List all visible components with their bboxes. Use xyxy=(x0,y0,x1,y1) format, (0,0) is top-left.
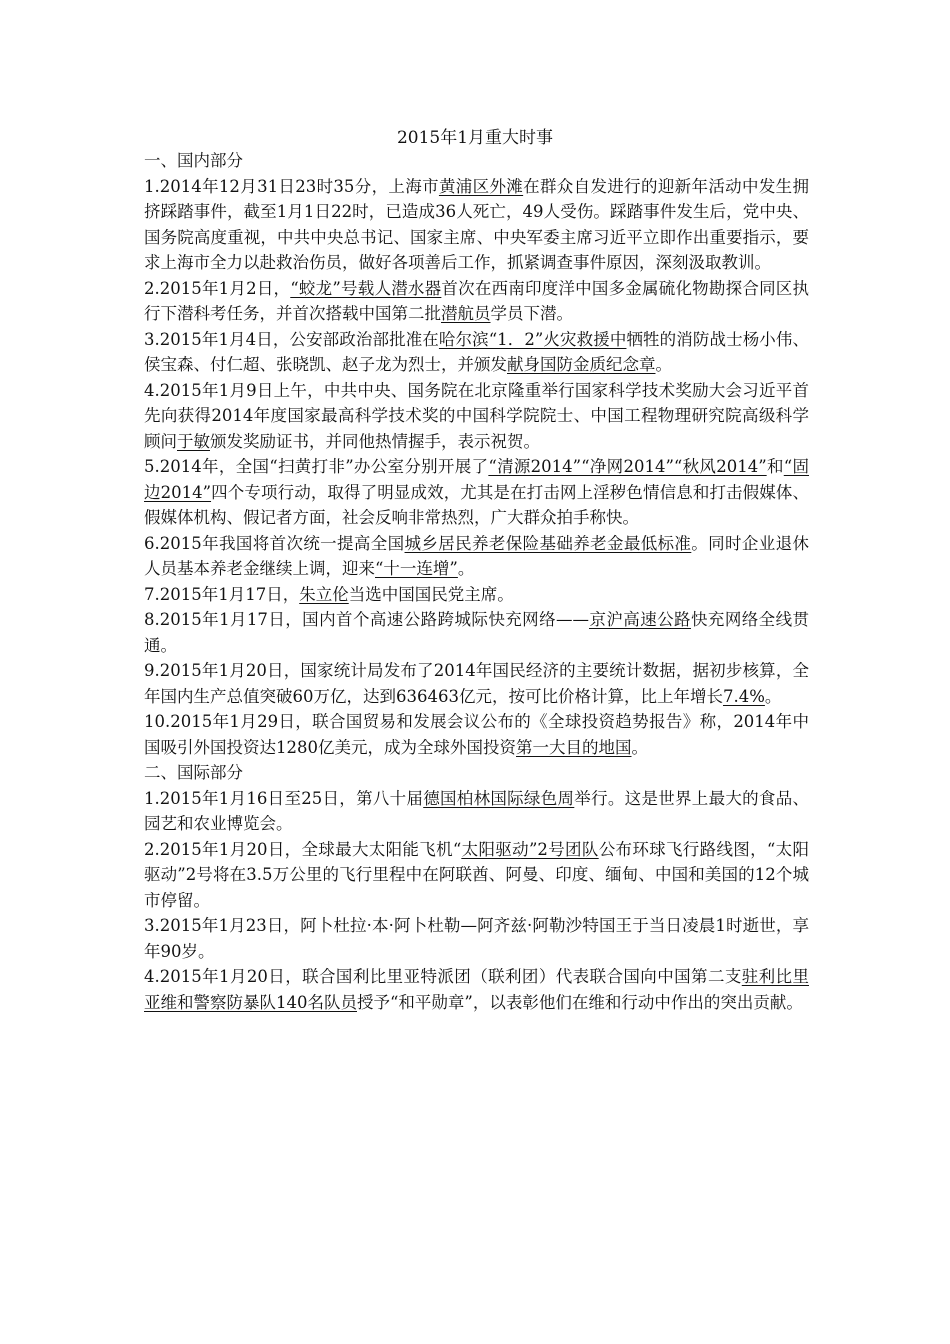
item-text: 3.2015年1月4日，公安部政治部批准在 xyxy=(144,329,439,349)
item-text: 公布环球飞行路线图，“太阳驱动”2号将在3.5万公里的飞行里程中在阿联酋、阿曼、印度、缅甸、中国和美国的12个城市停留。 xyxy=(144,839,809,910)
news-item xyxy=(144,582,809,608)
news-item xyxy=(144,658,809,709)
item-text: 2.2015年1月20日，全球最大太阳能飞机“ xyxy=(144,839,462,859)
document-body xyxy=(144,148,809,1015)
item-text: 4.2015年1月9日上午，中共中央、国务院在北京隆重举行国家科学技术奖励大会习近平首先向获得2014年度国家最高科学技术奖的中国科学院院士、中国工程物理研究院高级科学顾问 xyxy=(144,380,809,451)
item-text: 。 xyxy=(631,737,648,757)
underlined-term: 于敏 xyxy=(177,431,210,451)
news-item xyxy=(144,327,809,378)
item-text: 颁发奖励证书，并同他热情握手，表示祝贺。 xyxy=(210,431,540,451)
item-text: 1.2015年1月16日至25日，第八十届 xyxy=(144,788,424,808)
underlined-term: 城乡居民养老保险基础养老金最低标准 xyxy=(404,533,692,553)
underlined-term: 德国柏林国际绿色周 xyxy=(423,788,575,808)
item-text: 。 xyxy=(655,355,672,374)
news-item xyxy=(144,174,809,276)
underlined-term: 7.4% xyxy=(722,686,765,706)
item-text: 8.2015年1月17日，国内首个高速公路跨城际快充网络—— xyxy=(144,610,590,629)
item-text: 10.2015年1月29日，联合国贸易和发展会议公布的《全球投资趋势报告》称，2014年中国吸引外国投资达1280亿美元，成为全球外国投资 xyxy=(144,712,809,757)
news-item xyxy=(144,276,809,327)
item-text: 7.2015年1月17日， xyxy=(144,584,300,604)
item-text: 6.2015年我国将首次统一提高全国 xyxy=(144,533,405,553)
underlined-term: 第一大目的地国 xyxy=(516,737,632,757)
underlined-term: 京沪高速公路 xyxy=(589,610,691,629)
item-text: 。 xyxy=(764,686,782,706)
item-text: 授予“和平勋章”，以表彰他们在维和行动中作出的突出贡献。 xyxy=(357,992,803,1012)
item-text: 1.2014年12月31日23时35分，上海市 xyxy=(144,176,439,196)
underlined-term: “清源2014”“净网2014”“秋风2014” xyxy=(488,457,767,476)
underlined-term: “十一连增” xyxy=(375,559,458,578)
item-text: 。同时企业退休人员基本养老金继续上调，迎来 xyxy=(144,533,810,578)
item-text: 3.2015年1月23日，阿卜杜拉·本·阿卜杜勒—阿齐兹·阿勒沙特国王于当日凌晨1时逝世，享年90岁。 xyxy=(144,916,809,961)
news-item xyxy=(144,607,809,658)
item-text: 四个专项行动，取得了明显成效，尤其是在打击网上淫秽色情信息和打击假媒体、假媒体机构、假记者方面，社会反响非常热烈，广大群众拍手称快。 xyxy=(144,482,809,527)
item-text: 9.2015年1月20日，国家统计局发布了2014年国民经济的主要统计数据，据初步核算，全年国内生产总值突破60万亿，达到636463亿元，按可比价格计算，比上年增长 xyxy=(144,661,809,706)
underlined-term: 太阳驱动”2号团队 xyxy=(461,839,599,859)
news-item xyxy=(144,913,809,964)
section-international-items xyxy=(144,786,809,1016)
section-heading-domestic: 一、国内部分 xyxy=(144,151,243,170)
news-item xyxy=(144,378,809,455)
underlined-term: 朱立伦 xyxy=(299,584,349,604)
underlined-term: 黄浦区外滩 xyxy=(438,176,524,196)
item-text: 举行。这是世界上最大的食品、园艺和农业博览会。 xyxy=(144,788,810,833)
underlined-term: 驻利比里亚维和警察防暴队140名队员 xyxy=(144,967,809,1012)
news-item xyxy=(144,837,809,914)
underlined-term: 哈尔滨“1．2”火灾救援中 xyxy=(438,329,627,349)
news-item xyxy=(144,786,809,837)
item-text: 首次在西南印度洋中国多金属硫化物勘探合同区执行下潜科考任务，并首次搭载中国第二批 xyxy=(144,278,810,323)
item-text: 5.2014年，全国“扫黄打非”办公室分别开展了 xyxy=(144,457,489,476)
news-item xyxy=(144,454,809,531)
item-text: 2.2015年1月2日， xyxy=(144,278,291,298)
item-text: 和 xyxy=(766,457,784,476)
section-heading-international: 二、国际部分 xyxy=(144,763,243,782)
item-text: 快充网络全线贯通。 xyxy=(144,610,809,655)
section-domestic-items xyxy=(144,174,809,761)
item-text: 当选中国国民党主席。 xyxy=(348,584,514,604)
underlined-term: 潜航员 xyxy=(441,304,491,323)
news-item xyxy=(144,531,809,582)
page-title: 2015年1月重大时事 xyxy=(396,128,554,148)
item-text: 牺牲的消防战士杨小伟、侯宝森、付仁超、张晓凯、赵子龙为烈士，并颁发 xyxy=(144,329,810,374)
item-text: 。 xyxy=(457,559,475,578)
underlined-term: “固边2014” xyxy=(144,457,810,502)
item-text: 在群众自发进行的迎新年活动中发生拥挤踩踏事件，截至1月1日22时，已造成36人死亡，49人受伤。踩踏事件发生后，党中央、国务院高度重视，中共中央总书记、国家主席、中央军委主席习近平立即作出重要指示，要求上海市全力以赴救治伤员，做好各项善后工作，抓紧调查事件原因，深刻汲取教训。 xyxy=(144,176,810,272)
underlined-term: 献身国防金质纪念章 xyxy=(507,355,656,374)
news-item xyxy=(144,709,809,760)
news-item xyxy=(144,964,809,1015)
item-text: 学员下潜。 xyxy=(490,304,573,323)
underlined-term: “蛟龙”号载人潜水器 xyxy=(290,278,442,298)
item-text: 4.2015年1月20日，联合国利比里亚特派团（联利团）代表联合国向中国第二支 xyxy=(144,967,742,986)
